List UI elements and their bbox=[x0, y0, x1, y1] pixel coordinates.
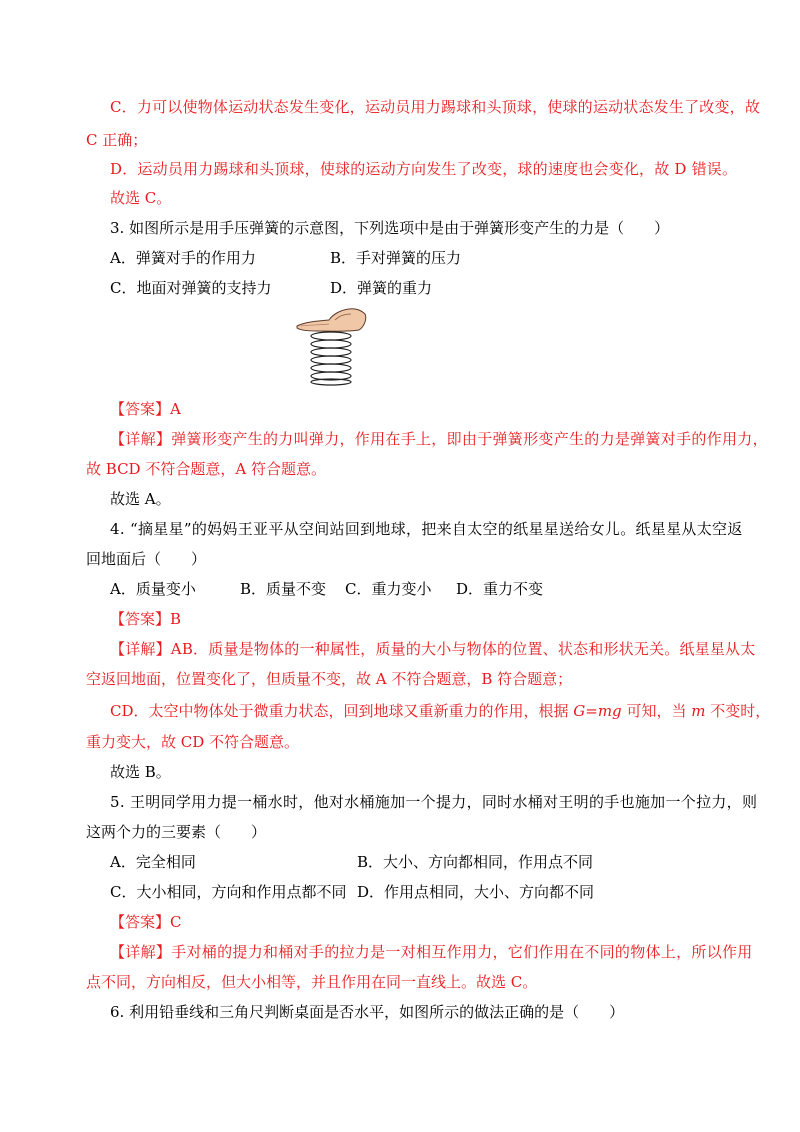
detail-3-line-2: 故 BCD 不符合题意，A 符合题意。 bbox=[86, 460, 326, 478]
question-4-option-d: D．重力不变 bbox=[456, 580, 544, 598]
detail-4-line-2: 空返回地面，位置变化了，但质量不变，故 A 不符合题意，B 符合题意； bbox=[86, 670, 573, 688]
explanation-line-c-cont: C 正确； bbox=[86, 131, 148, 149]
question-5-option-c: C．大小相同，方向和作用点都不同 bbox=[110, 883, 347, 901]
question-4-option-c: C．重力变小 bbox=[345, 580, 432, 598]
answer-5: 【答案】C bbox=[110, 913, 182, 931]
detail-4-line-1: 【详解】AB．质量是物体的一种属性，质量的大小与物体的位置、状态和形状无关。纸星星从太 bbox=[110, 640, 756, 658]
detail-4-line-4: 重力变大，故 CD 不符合题意。 bbox=[86, 733, 300, 751]
conclusion-line: 故选 C。 bbox=[110, 189, 172, 207]
detail-4-line-3-text: 可知，当 bbox=[621, 702, 692, 720]
question-5-option-b: B．大小、方向都相同，作用点不同 bbox=[357, 853, 594, 871]
question-6: 6. 利用铅垂线和三角尺判断桌面是否水平，如图所示的做法正确的是（ ） bbox=[110, 1003, 625, 1021]
question-3-option-b: B．手对弹簧的压力 bbox=[330, 249, 462, 267]
conclusion-3: 故选 A。 bbox=[110, 490, 171, 508]
question-5-line-2: 这两个力的三要素（ ） bbox=[86, 823, 267, 841]
question-4-line-1: 4. “摘星星”的妈妈王亚平从空间站回到地球，把来自太空的纸星星送给女儿。纸星星从太空返 bbox=[110, 520, 743, 538]
detail-3-line-1: 【详解】弹簧形变产生的力叫弹力，作用在手上，即由于弹簧形变产生的力是弹簧对手的作用力， bbox=[110, 430, 768, 448]
explanation-line-c: C．力可以使物体运动状态发生变化，运动员用力踢球和头顶球，使球的运动状态发生了改变，故 bbox=[110, 98, 761, 116]
answer-4: 【答案】B bbox=[110, 610, 182, 628]
question-5-option-a: A．完全相同 bbox=[110, 853, 196, 871]
detail-4-line-3-text: CD．太空中物体处于微重力状态，回到地球又重新重力的作用，根据 bbox=[110, 702, 574, 720]
question-5-option-d: D．作用点相同，大小、方向都不同 bbox=[357, 883, 595, 901]
question-3-option-a: A．弹簧对手的作用力 bbox=[110, 249, 256, 267]
detail-4-line-3-text: 不变时， bbox=[705, 702, 771, 720]
variable-m: m bbox=[691, 702, 706, 720]
answer-3: 【答案】A bbox=[110, 400, 181, 418]
formula-g-mg: G=mg bbox=[573, 702, 622, 720]
question-5-line-1: 5. 王明同学用力提一桶水时，他对水桶施加一个提力，同时水桶对王明的手也施加一个拉力，则 bbox=[110, 793, 758, 811]
question-4-option-a: A．质量变小 bbox=[110, 580, 196, 598]
question-3-option-c: C．地面对弹簧的支持力 bbox=[110, 279, 272, 297]
hand-pressing-spring-icon bbox=[295, 304, 371, 386]
question-3: 3. 如图所示是用手压弹簧的示意图，下列选项中是由于弹簧形变产生的力是（ ） bbox=[110, 219, 670, 237]
conclusion-4: 故选 B。 bbox=[110, 763, 171, 781]
question-4-line-2: 回地面后（ ） bbox=[86, 550, 207, 568]
detail-5-line-1: 【详解】手对桶的提力和桶对手的拉力是一对相互作用力，它们作用在不同的物体上，所以作用 bbox=[110, 943, 753, 961]
detail-4-line-3 bbox=[110, 701, 770, 721]
question-3-option-d: D．弹簧的重力 bbox=[330, 279, 433, 297]
question-4-option-b: B．质量不变 bbox=[240, 580, 327, 598]
detail-5-line-2: 点不同，方向相反，但大小相等，并且作用在同一直线上。故选 C。 bbox=[86, 973, 538, 991]
explanation-line-d: D．运动员用力踢球和头顶球，使球的运动方向发生了改变，球的速度也会变化，故 D 错误。 bbox=[110, 160, 738, 178]
